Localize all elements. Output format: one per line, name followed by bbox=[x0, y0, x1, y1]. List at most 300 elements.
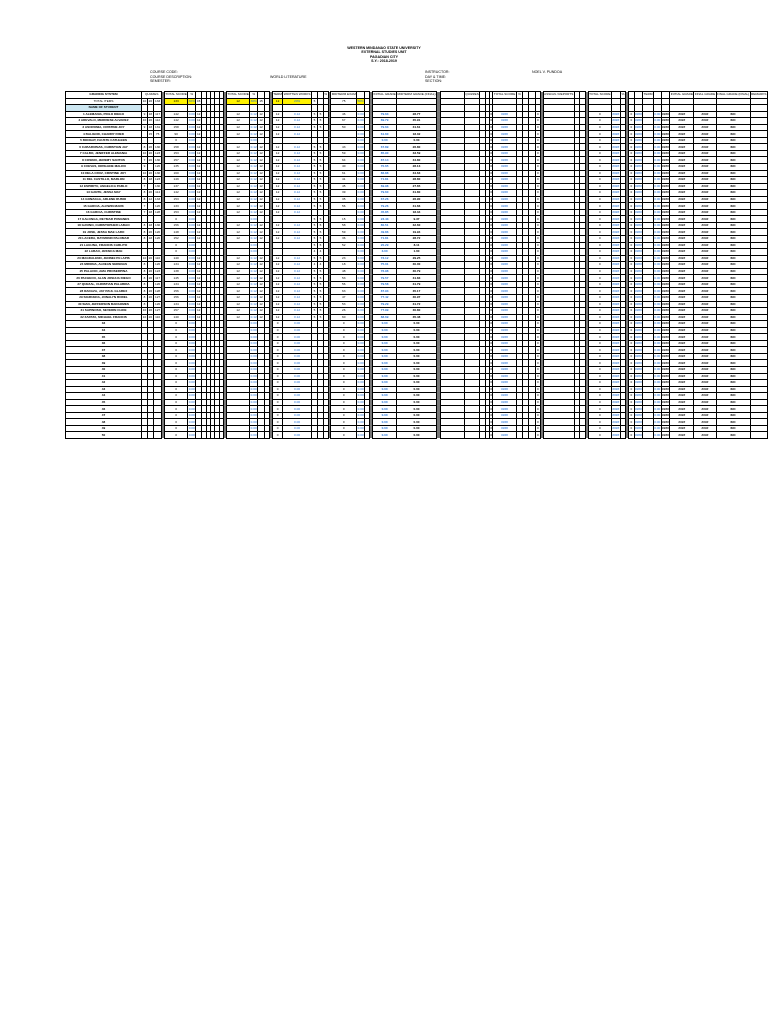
score-cell: 8.11 bbox=[397, 242, 437, 249]
unit-name: EXTERNAL STUDIES UNIT bbox=[361, 50, 407, 55]
score-cell: 0 bbox=[588, 321, 611, 328]
score-cell: #### bbox=[670, 353, 694, 360]
score-cell: 0 bbox=[588, 170, 611, 177]
score-cell: 0.00 bbox=[397, 366, 437, 373]
score-cell: 10 bbox=[142, 255, 147, 260]
score-cell: #### bbox=[493, 406, 516, 413]
score-cell: 18 bbox=[148, 236, 153, 241]
score-cell: 5 bbox=[319, 295, 322, 300]
score-cell: 0.00 bbox=[250, 419, 257, 424]
score-cell: #### bbox=[493, 249, 516, 256]
score-cell: 0.12 bbox=[250, 190, 257, 195]
weight-value: 15 bbox=[259, 98, 263, 103]
weight-value: 133 bbox=[165, 98, 188, 105]
score-cell: 0.00 bbox=[397, 347, 437, 354]
score-cell: 0 bbox=[272, 334, 283, 341]
score-cell: 0.00 bbox=[357, 164, 364, 169]
score-cell: 0 bbox=[630, 341, 633, 346]
score-cell: 0.00 bbox=[357, 295, 364, 300]
score-cell: 0 bbox=[490, 269, 493, 274]
score-cell: #### bbox=[662, 432, 669, 437]
score-cell: 0.12 bbox=[283, 222, 311, 229]
score-cell: 149 bbox=[165, 177, 188, 184]
score-cell: #### bbox=[662, 399, 669, 404]
score-cell: 0.12 bbox=[283, 275, 311, 282]
score-cell: 79.57 bbox=[373, 275, 397, 282]
score-cell: 0 bbox=[630, 216, 633, 221]
score-cell: 12 bbox=[272, 144, 283, 151]
score-cell: #### bbox=[634, 242, 642, 247]
score-cell: 0 bbox=[630, 255, 633, 260]
score-cell: 0 bbox=[536, 380, 539, 385]
score-cell: 0 bbox=[630, 334, 633, 339]
score-cell: 12 bbox=[226, 222, 249, 229]
score-cell: 12 bbox=[259, 282, 263, 287]
score-cell: #### bbox=[612, 399, 620, 404]
score-cell: 0.12 bbox=[250, 118, 257, 123]
score-cell: #### bbox=[612, 288, 620, 293]
score-cell: #### bbox=[612, 223, 620, 228]
score-cell: 0 bbox=[630, 262, 633, 267]
score-cell: #### bbox=[634, 295, 642, 300]
score-cell: 15 bbox=[331, 216, 357, 223]
student-full-name: BALIGOD, CHARRY FRED bbox=[84, 131, 124, 136]
score-cell: 0.00 bbox=[357, 144, 364, 149]
score-cell: #### bbox=[612, 373, 620, 378]
weight-value: 20% bbox=[283, 98, 311, 105]
score-cell: 12 bbox=[272, 196, 283, 203]
score-cell: #### bbox=[493, 360, 516, 367]
score-cell: 12 bbox=[272, 209, 283, 216]
score-cell: INC bbox=[716, 399, 750, 406]
score-cell: 5 bbox=[319, 242, 322, 247]
score-cell: 0 bbox=[331, 380, 357, 387]
score-cell: INC bbox=[716, 236, 750, 243]
score-cell: #### bbox=[662, 262, 669, 267]
score-cell: #### bbox=[694, 262, 716, 269]
score-cell: 28.72 bbox=[397, 236, 437, 243]
score-cell: #### bbox=[694, 150, 716, 157]
score-cell: 7 bbox=[142, 209, 148, 216]
score-cell: 0.00 bbox=[654, 360, 661, 365]
score-cell: #### bbox=[670, 366, 694, 373]
score-cell: 0.00 bbox=[188, 216, 195, 221]
student-number: 28 bbox=[79, 288, 84, 293]
score-cell: #### bbox=[634, 255, 642, 260]
score-cell: 0.00 bbox=[654, 164, 661, 169]
score-cell: 0.12 bbox=[283, 177, 311, 184]
score-cell: 12 bbox=[226, 275, 249, 282]
score-cell: 0.00 bbox=[357, 183, 364, 188]
score-cell: #### bbox=[694, 301, 716, 308]
score-cell: #### bbox=[493, 393, 516, 400]
score-cell: 0 bbox=[331, 419, 357, 426]
score-cell: 0.00 bbox=[357, 197, 364, 202]
score-cell: 75.01 bbox=[373, 262, 397, 269]
score-cell: 36 bbox=[331, 236, 357, 243]
score-cell: 0 bbox=[165, 406, 188, 413]
score-cell: 0 bbox=[588, 157, 611, 164]
score-cell: 12 bbox=[259, 229, 263, 234]
score-cell: 0.00 bbox=[397, 386, 437, 393]
score-cell: 0 bbox=[536, 341, 539, 346]
score-cell: 0 bbox=[536, 197, 539, 202]
score-cell: 0.00 bbox=[188, 426, 195, 431]
score-cell: #### bbox=[493, 412, 516, 419]
score-cell: 5 bbox=[311, 301, 317, 308]
score-cell: 0 bbox=[490, 223, 493, 228]
student-number: 16 bbox=[86, 210, 90, 215]
score-cell: 20 bbox=[148, 157, 153, 162]
score-cell: 0.12 bbox=[250, 236, 257, 241]
score-cell: 0 bbox=[630, 170, 633, 175]
score-cell: 5 bbox=[311, 118, 317, 125]
score-cell: 0 bbox=[630, 314, 633, 319]
score-cell: 0 bbox=[490, 262, 493, 267]
score-cell: 0 bbox=[165, 366, 188, 373]
score-cell: 0 bbox=[630, 327, 633, 332]
score-cell: 0 bbox=[536, 373, 539, 378]
score-cell: INC bbox=[716, 340, 750, 347]
score-cell: #### bbox=[670, 222, 694, 229]
score-cell: #### bbox=[493, 111, 516, 118]
score-cell: #### bbox=[634, 197, 642, 202]
score-cell: 18 bbox=[148, 210, 153, 215]
score-cell: 0 bbox=[490, 170, 493, 175]
score-cell: 0.00 bbox=[373, 393, 397, 400]
score-cell: 0 bbox=[588, 124, 611, 131]
score-cell: 0 bbox=[630, 321, 633, 326]
score-cell: 8 bbox=[142, 281, 148, 288]
score-cell: #### bbox=[612, 432, 620, 437]
score-cell: 0.00 bbox=[188, 125, 195, 129]
score-cell: #### bbox=[662, 216, 669, 221]
score-cell: 0.00 bbox=[373, 327, 397, 334]
score-cell: 0.12 bbox=[250, 308, 257, 313]
score-cell: 0 bbox=[536, 223, 539, 228]
score-cell: 0 bbox=[165, 419, 188, 426]
student-full-name: GAVINO, CHRISTOPHER LABAO bbox=[80, 223, 130, 228]
score-cell: 20 bbox=[148, 190, 153, 195]
score-cell: 0.00 bbox=[250, 347, 257, 352]
score-cell: 0.00 bbox=[654, 236, 661, 241]
score-cell: #### bbox=[612, 327, 620, 332]
score-cell: 8 bbox=[142, 144, 148, 151]
score-cell: 0 bbox=[630, 295, 633, 300]
score-cell: 20 bbox=[148, 269, 153, 274]
score-cell: 0 bbox=[331, 412, 357, 419]
score-cell: 0 bbox=[588, 353, 611, 360]
score-cell: 0.00 bbox=[654, 380, 661, 385]
score-cell: 0.00 bbox=[188, 354, 195, 359]
score-cell: 0.12 bbox=[283, 203, 311, 210]
score-cell: #### bbox=[662, 197, 669, 202]
score-cell: 0.00 bbox=[654, 242, 661, 247]
score-cell: #### bbox=[662, 170, 669, 175]
score-cell: 8 bbox=[142, 190, 148, 197]
score-cell: 138 bbox=[165, 268, 188, 275]
score-cell: 12 bbox=[259, 170, 263, 175]
score-cell: #### bbox=[634, 111, 642, 116]
grading-system-title: GRADING SYSTEM bbox=[66, 92, 142, 99]
score-cell: 20 bbox=[148, 144, 153, 149]
score-cell: 0.12 bbox=[283, 164, 311, 171]
score-cell: 0.00 bbox=[283, 327, 311, 334]
score-cell: 9.37 bbox=[397, 216, 437, 223]
score-cell bbox=[440, 432, 465, 439]
score-cell: 12 bbox=[272, 281, 283, 288]
score-cell: #### bbox=[694, 249, 716, 256]
column-header-written-works: WRITTEN WORKS bbox=[283, 92, 311, 97]
student-name: 43 bbox=[66, 386, 142, 393]
score-cell: INC bbox=[716, 249, 750, 256]
student-full-name: ALEMANIA, PIOLO DIEGO bbox=[84, 111, 124, 116]
score-cell: 5 bbox=[319, 197, 322, 202]
score-cell: 0.00 bbox=[357, 223, 364, 228]
score-cell: 0.00 bbox=[357, 229, 364, 234]
score-cell: 0 bbox=[536, 386, 539, 391]
score-cell: 12 bbox=[272, 150, 283, 157]
score-cell: 3.00 bbox=[373, 249, 397, 256]
score-cell: 0 bbox=[490, 282, 493, 287]
score-cell: 5 bbox=[311, 177, 317, 184]
score-cell: 12 bbox=[259, 210, 263, 215]
score-cell: 69.98 bbox=[373, 183, 397, 190]
score-cell: 32.60 bbox=[397, 222, 437, 229]
total-items-label: TOTAL ITEMS bbox=[66, 98, 142, 105]
score-cell: 123 bbox=[154, 269, 161, 274]
score-cell: 0.00 bbox=[357, 341, 364, 346]
score-cell: 0 bbox=[490, 183, 493, 188]
score-cell: 12 bbox=[196, 111, 201, 116]
score-cell: 0 bbox=[630, 223, 633, 228]
student-number: 10 bbox=[80, 170, 85, 175]
score-cell: 0 bbox=[490, 144, 493, 149]
score-cell: 0 bbox=[272, 425, 283, 432]
student-full-name: JOSE, JESSA MAE LARO bbox=[86, 229, 125, 234]
score-cell: 156 bbox=[165, 294, 188, 301]
score-cell: 27.65 bbox=[397, 183, 437, 190]
score-cell: 0 bbox=[588, 406, 611, 413]
score-cell: #### bbox=[694, 268, 716, 275]
score-cell: #### bbox=[670, 275, 694, 282]
score-cell: 12 bbox=[196, 229, 201, 234]
score-cell: 0 bbox=[536, 170, 539, 175]
score-cell: 0.12 bbox=[283, 196, 311, 203]
score-cell: 12 bbox=[226, 281, 249, 288]
score-cell: #### bbox=[662, 255, 669, 260]
score-cell: #### bbox=[670, 288, 694, 295]
score-cell: 0.00 bbox=[283, 353, 311, 360]
score-cell: 35.91 bbox=[397, 118, 437, 125]
score-cell: 156 bbox=[165, 222, 188, 229]
column-header-total-score: TOTAL SCORE bbox=[165, 92, 187, 97]
student-full-name: SAPINOSO, SEVERIN CLIDE bbox=[83, 308, 127, 313]
score-cell: 0 bbox=[272, 366, 283, 373]
score-cell: 0 bbox=[331, 353, 357, 360]
score-cell: 0 bbox=[331, 321, 357, 328]
score-cell: 0 bbox=[272, 386, 283, 393]
score-cell: 0 bbox=[165, 249, 188, 256]
score-cell: 152 bbox=[165, 236, 188, 243]
score-cell: 0 bbox=[588, 275, 611, 282]
score-cell: 67.89 bbox=[373, 144, 397, 151]
score-cell: 0 bbox=[588, 216, 611, 223]
score-cell: 0.00 bbox=[654, 183, 661, 188]
score-cell: #### bbox=[493, 419, 516, 426]
score-cell: 0 bbox=[165, 425, 188, 432]
score-cell: 5 bbox=[311, 216, 317, 223]
student-full-name: PACHECO, ALAN JOSHUA DIEGO bbox=[79, 275, 131, 280]
column-header-midterm-exam: MIDTERM EXAM bbox=[331, 92, 356, 97]
score-cell: 117 bbox=[155, 275, 161, 280]
column-header-remarks: REMARKS bbox=[751, 92, 767, 97]
student-full-name: MAGDALENO, JENNELYN LAPIS bbox=[80, 255, 130, 260]
score-cell: #### bbox=[662, 269, 669, 274]
score-cell: INC bbox=[716, 190, 750, 197]
student-full-name: AREVALO, MERRIESE ALVAREZ bbox=[80, 118, 129, 123]
score-cell: 31.61 bbox=[397, 124, 437, 131]
score-cell bbox=[465, 432, 480, 439]
score-cell: 0 bbox=[490, 242, 493, 247]
score-cell: #### bbox=[634, 373, 642, 378]
student-number: 14 bbox=[80, 197, 85, 202]
score-cell: #### bbox=[612, 164, 620, 169]
score-cell: 110 bbox=[155, 314, 161, 319]
score-cell: 0 bbox=[490, 125, 493, 129]
score-cell: 30.80 bbox=[397, 308, 437, 315]
score-cell: 0 bbox=[490, 347, 493, 352]
score-cell: 0.00 bbox=[357, 282, 364, 287]
score-cell: 8 bbox=[142, 236, 148, 243]
score-cell: 0.00 bbox=[654, 269, 661, 274]
score-cell: 0.00 bbox=[188, 118, 195, 123]
score-cell: 0 bbox=[536, 426, 539, 431]
score-cell: #### bbox=[670, 347, 694, 354]
score-cell: 0 bbox=[165, 327, 188, 334]
score-cell: 12 bbox=[196, 282, 201, 287]
score-cell: 0 bbox=[331, 366, 357, 373]
score-cell: 0 bbox=[536, 190, 539, 195]
score-cell: 130 bbox=[154, 183, 161, 188]
score-cell: 20 bbox=[148, 314, 153, 319]
student-name: 44 bbox=[66, 393, 142, 400]
score-cell: 0 bbox=[490, 406, 493, 411]
score-cell: 0.00 bbox=[397, 340, 437, 347]
score-cell: 0 bbox=[272, 321, 283, 328]
score-cell: 0 bbox=[490, 255, 493, 260]
score-cell: 18 bbox=[148, 111, 153, 116]
score-cell: 123 bbox=[154, 177, 161, 182]
student-full-name: PALACIO, AMA PROSERPINA bbox=[83, 269, 128, 274]
score-cell: 0 bbox=[588, 281, 611, 288]
score-cell: 0.00 bbox=[188, 314, 195, 319]
score-cell: 0.00 bbox=[250, 327, 257, 332]
score-cell: 12 bbox=[259, 144, 263, 149]
score-cell: INC bbox=[716, 347, 750, 354]
score-cell: #### bbox=[694, 314, 716, 321]
score-cell: 0 bbox=[588, 131, 611, 138]
score-cell: #### bbox=[670, 301, 694, 308]
score-cell: 0 bbox=[588, 268, 611, 275]
score-cell: 0 bbox=[630, 111, 633, 116]
score-cell: #### bbox=[694, 157, 716, 164]
score-cell: 0.00 bbox=[397, 393, 437, 400]
score-cell: 0 bbox=[588, 190, 611, 197]
score-cell: #### bbox=[694, 177, 716, 184]
school-year: S.Y.: 2018-2019 bbox=[371, 59, 397, 64]
score-cell: 0.00 bbox=[397, 353, 437, 360]
score-cell: 0.00 bbox=[654, 229, 661, 234]
score-cell: #### bbox=[662, 223, 669, 228]
score-cell: 0 bbox=[165, 412, 188, 419]
score-cell: #### bbox=[612, 308, 620, 313]
score-cell: 0 bbox=[588, 262, 611, 269]
score-cell: 0.00 bbox=[373, 137, 397, 144]
score-cell: 0 bbox=[165, 242, 188, 249]
score-cell: 86.88 bbox=[373, 170, 397, 177]
score-cell: 0.00 bbox=[357, 406, 364, 411]
score-cell: 0.00 bbox=[357, 157, 364, 162]
score-cell: #### bbox=[662, 164, 669, 169]
score-cell: 12 bbox=[259, 111, 263, 116]
score-cell: #### bbox=[634, 262, 642, 267]
score-cell: 0 bbox=[630, 393, 633, 398]
score-cell: 0 bbox=[490, 229, 493, 234]
score-cell: #### bbox=[694, 137, 716, 144]
score-cell: #### bbox=[670, 216, 694, 223]
score-cell: #### bbox=[612, 177, 620, 182]
score-cell: 0.00 bbox=[654, 151, 661, 156]
score-cell: #### bbox=[694, 118, 716, 125]
student-number: 20 bbox=[78, 236, 82, 241]
score-cell: 12 bbox=[259, 131, 263, 136]
score-cell: 157 bbox=[165, 157, 188, 164]
score-cell: #### bbox=[662, 144, 669, 149]
score-cell: 5 bbox=[319, 269, 322, 274]
score-cell: #### bbox=[670, 157, 694, 164]
score-cell: #### bbox=[670, 196, 694, 203]
column-header-final-grade-final: FINAL GRADE (FINAL) bbox=[717, 92, 750, 97]
score-cell: 0.12 bbox=[283, 190, 311, 197]
score-cell: 0 bbox=[490, 301, 493, 306]
score-cell: INC bbox=[716, 268, 750, 275]
score-cell: 0.00 bbox=[283, 373, 311, 380]
score-cell: 0 bbox=[490, 111, 493, 116]
score-cell: 0 bbox=[490, 190, 493, 195]
score-cell: 0 bbox=[490, 216, 493, 221]
score-cell: INC bbox=[716, 301, 750, 308]
score-cell: #### bbox=[612, 347, 620, 352]
score-cell: 0 bbox=[630, 426, 633, 431]
student-full-name: DEL CASTILLO, MARLON bbox=[85, 177, 125, 182]
score-cell: #### bbox=[670, 425, 694, 432]
score-cell: #### bbox=[612, 419, 620, 424]
score-cell: 0 bbox=[490, 367, 493, 372]
score-cell: 0 bbox=[536, 183, 539, 188]
score-cell: 12 bbox=[196, 183, 201, 188]
score-cell: 0.00 bbox=[250, 334, 257, 339]
score-cell: 12 bbox=[272, 131, 283, 138]
score-cell: INC bbox=[716, 281, 750, 288]
student-number: 18 bbox=[77, 223, 81, 228]
score-cell: 34.63 bbox=[397, 170, 437, 177]
score-cell: 41 bbox=[331, 177, 357, 184]
score-cell: 0 bbox=[630, 301, 633, 306]
score-cell: #### bbox=[634, 144, 642, 149]
score-cell: #### bbox=[662, 406, 669, 411]
score-cell: 0.12 bbox=[283, 131, 311, 138]
